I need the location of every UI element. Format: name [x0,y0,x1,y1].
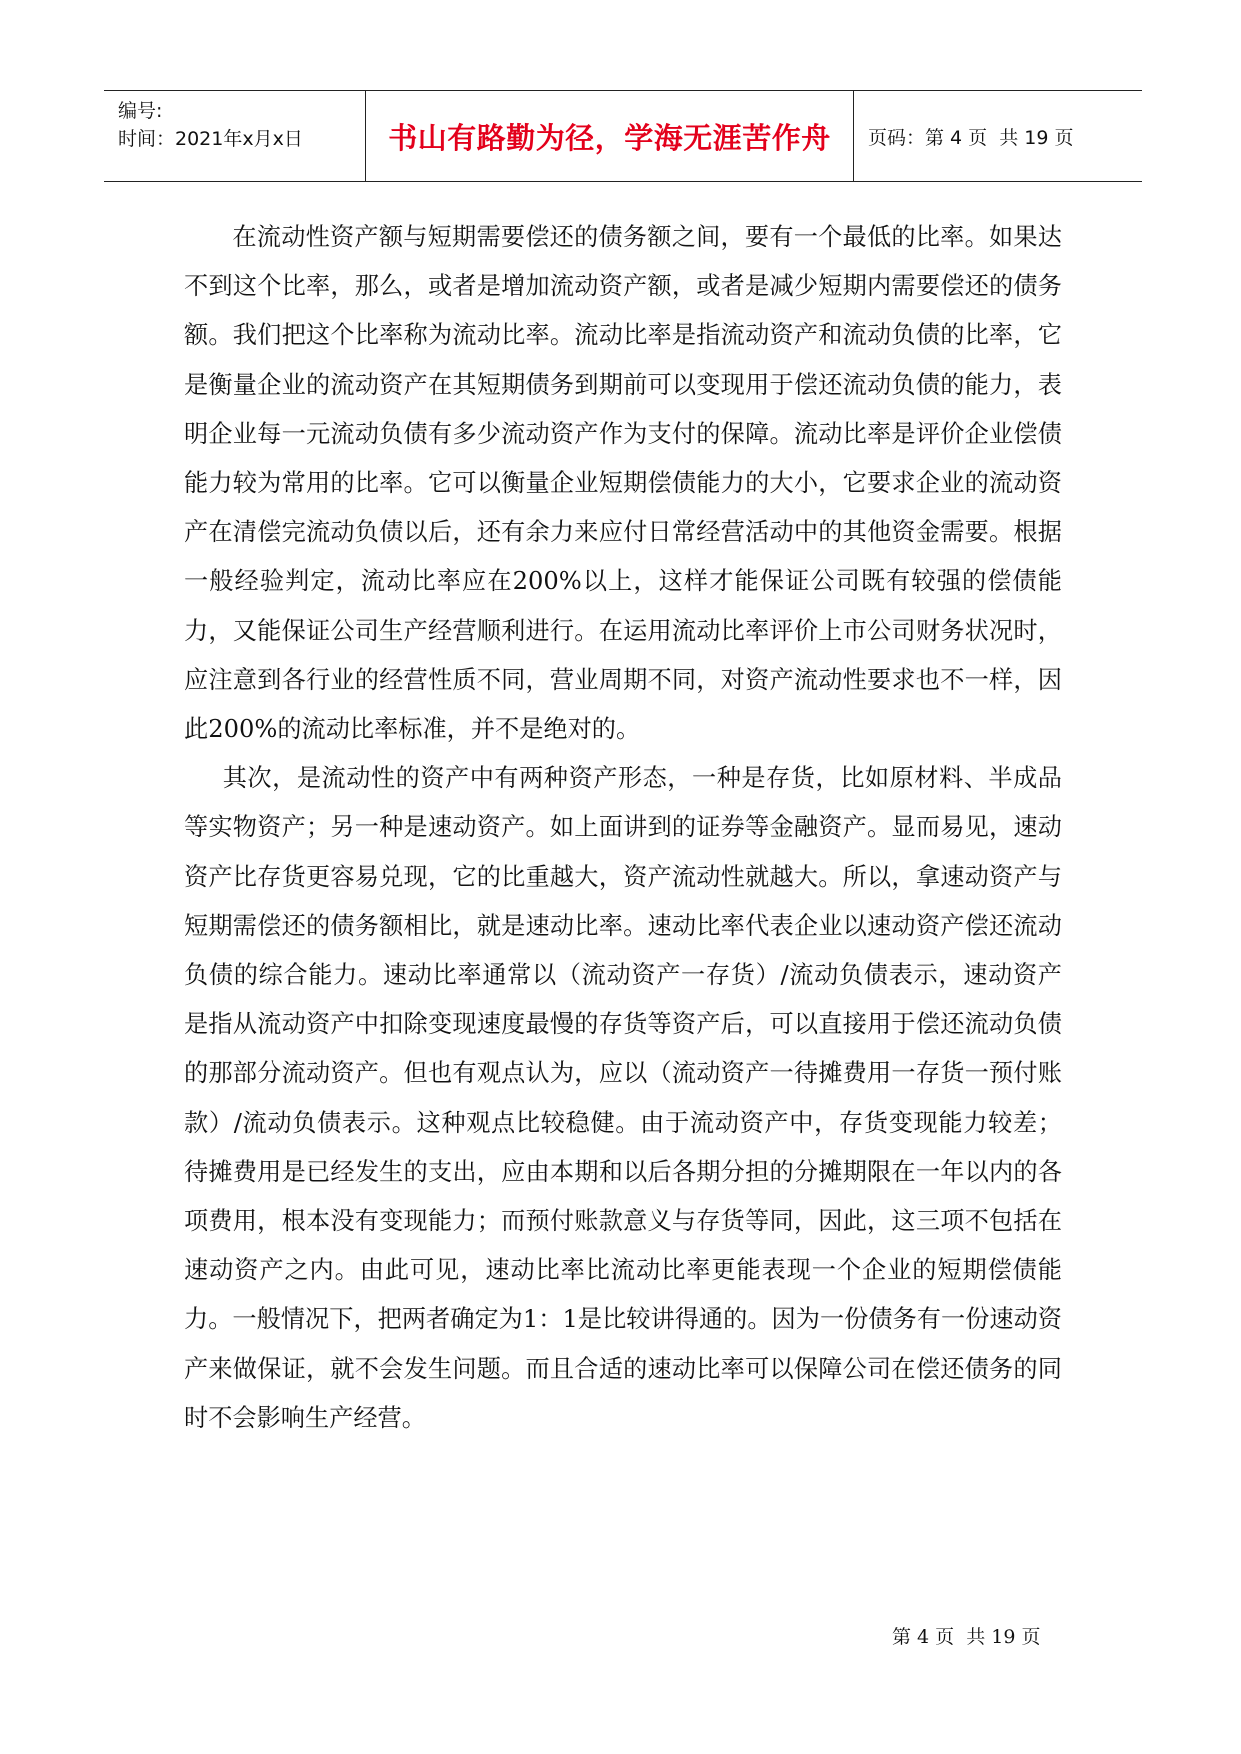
document-time-label: 时间：2021年x月x日 [118,128,303,150]
page-footer: 第 4 页 共 19 页 [892,1626,1041,1648]
header-motto: 书山有路勤为径，学海无涯苦作舟 [366,91,854,181]
document-body [184,213,1062,1443]
document-header [104,90,1142,182]
header-page-info: 页码：第 4 页 共 19 页 [868,126,1074,149]
document-number-label: 编号: [118,100,163,122]
header-meta [104,91,366,181]
body-paragraph: 其次，是流动性的资产中有两种资产形态，一种是存货，比如原材料、半成品等实物资产；另一种是速动资产。如上面讲到的证券等金融资产。显而易见，速动资产比存货更容易兑现，它的比重越大，资产流动性就越大。所以，拿速动资产与短期需偿还的债务额相比，就是速动比率。速动比率代表企业以速动资产偿还流动负债的综合能力。速动比率通常以（流动资产一存货）/流动负债表示，速动资产是指从流动资产中扣除变现速度最慢的存货等资产后，可以直接用于偿还流动负债的那部分流动资产。但也有观点认为，应以（流动资产一待摊费用一存货一预付账款）/流动负债表示。这种观点比较稳健。由于流动资产中，存货变现能力较差；待摊费用是已经发生的支出，应由本期和以后各期分担的分摊期限在一年以内的各项费用，根本没有变现能力；而预付账款意义与存货等同，因此，这三项不包括在速动资产之内。由此可见，速动比率比流动比率更能表现一个企业的短期偿债能力。一般情况下，把两者确定为1：1是比较讲得通的。因为一份债务有一份速动资产来做保证，就不会发生问题。而且合适的速动比率可以保障公司在偿还债务的同时不会影响生产经营。 [184,764,1062,1432]
body-paragraph: 在流动性资产额与短期需要偿还的债务额之间，要有一个最低的比率。如果达不到这个比率，那么，或者是增加流动资产额，或者是减少短期内需要偿还的债务额。我们把这个比率称为流动比率。流动比率是指流动资产和流动负债的比率，它是衡量企业的流动资产在其短期债务到期前可以变现用于偿还流动负债的能力，表明企业每一元流动负债有多少流动资产作为支付的保障。流动比率是评价企业偿债能力较为常用的比率。它可以衡量企业短期偿债能力的大小，它要求企业的流动资产在清偿完流动负债以后，还有余力来应付日常经营活动中的其他资金需要。根据一般经验判定，流动比率应在200%以上，这样才能保证公司既有较强的偿债能力，又能保证公司生产经营顺利进行。在运用流动比率评价上市公司财务状况时，应注意到各行业的经营性质不同，营业周期不同，对资产流动性要求也不一样，因此200%的流动比率标准，并不是绝对的。 [184,223,1062,744]
